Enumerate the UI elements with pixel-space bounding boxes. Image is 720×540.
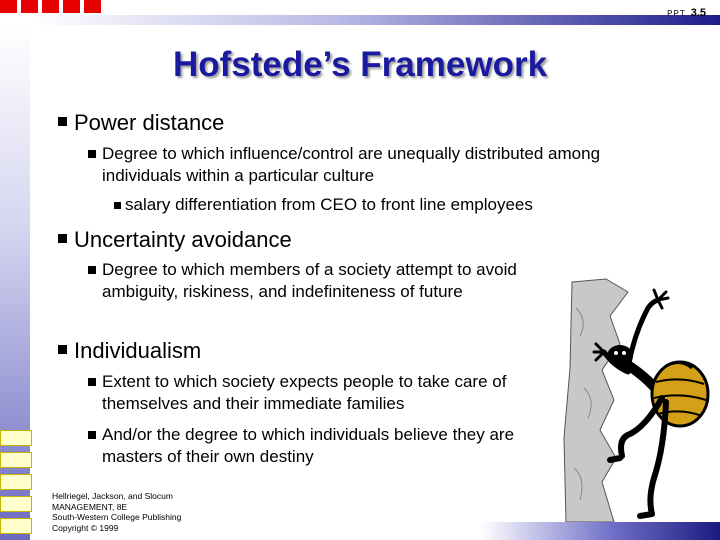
square-bullet-icon — [88, 150, 96, 158]
slide-number: 3.5 — [690, 7, 706, 19]
decor-yellow-block — [0, 452, 32, 468]
square-bullet-icon — [58, 117, 67, 126]
ppt-tag: PPT — [667, 9, 686, 18]
square-bullet-icon — [58, 234, 67, 243]
decor-yellow-block — [0, 430, 32, 446]
citation-line: MANAGEMENT, 8E — [52, 501, 128, 512]
square-bullet-icon — [88, 378, 96, 386]
bullet-label: Individualism — [74, 338, 202, 363]
sub-bullet-text: And/or the degree to which individuals believe they are masters of their own destiny — [102, 425, 515, 466]
rock-climber-illustration — [562, 278, 720, 522]
citation-line: Copyright © 1999 — [52, 522, 119, 533]
decor-yellow-block — [0, 474, 32, 490]
decor-square — [63, 0, 80, 13]
square-bullet-icon — [58, 345, 67, 354]
decor-square — [0, 0, 17, 13]
square-bullet-icon — [114, 202, 121, 209]
decor-yellow-block — [0, 518, 32, 534]
sub-bullet-text: Extent to which society expects people to take care of themselves and their immediate families — [102, 372, 507, 413]
slide-number-label — [667, 7, 706, 19]
citation-line: Hellriegel, Jackson, and Slocum — [52, 491, 173, 501]
decor-square — [21, 0, 38, 13]
decor-square — [42, 0, 59, 13]
citation-block — [52, 491, 181, 533]
square-bullet-icon — [88, 431, 96, 439]
footer-gradient-bar — [480, 522, 720, 540]
header-gradient-bar — [30, 15, 720, 25]
header-decoration-squares — [0, 0, 120, 14]
slide-title: Hofstede’s Framework — [172, 45, 548, 84]
decor-yellow-block — [0, 496, 32, 512]
bullet-label: Power distance — [74, 110, 225, 135]
citation-line: South-Western College Publishing — [52, 512, 182, 522]
decor-square — [84, 0, 101, 13]
square-bullet-icon — [88, 266, 96, 274]
sub-bullet-text: Degree to which members of a society attempt to avoid ambiguity, riskiness, and indefiniteness of future — [102, 260, 517, 301]
sub-sub-bullet-text: salary differentiation from CEO to front line employees — [125, 195, 533, 214]
sub-bullet-text: Degree to which influence/control are unequally distributed among individuals within a particular culture — [102, 144, 601, 185]
bullet-label: Uncertainty avoidance — [74, 227, 292, 252]
